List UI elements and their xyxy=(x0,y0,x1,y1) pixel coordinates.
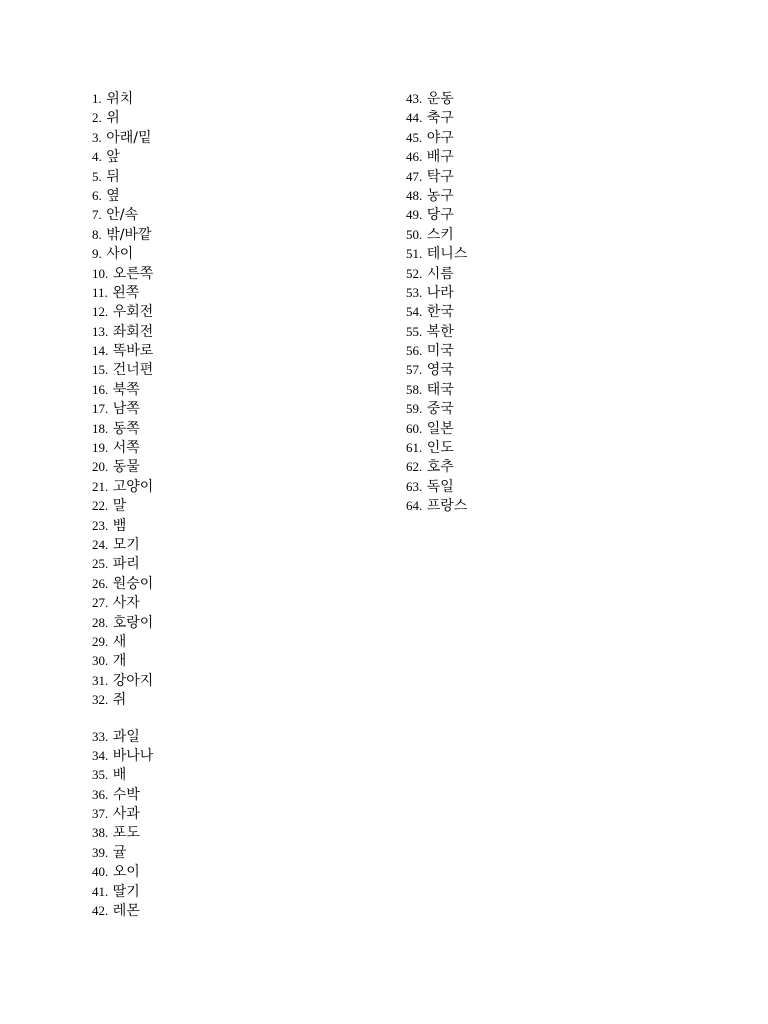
item-number: 58. xyxy=(406,381,423,397)
item-word: 뱀 xyxy=(112,517,127,534)
list-item xyxy=(92,302,153,321)
item-word: 우회전 xyxy=(112,304,154,321)
item-word: 프랑스 xyxy=(426,498,468,515)
item-word: 밖/바깥 xyxy=(106,226,152,243)
item-number: 37. xyxy=(92,806,109,822)
list-item xyxy=(92,496,153,515)
item-number: 15. xyxy=(92,362,109,378)
item-word: 건너편 xyxy=(112,362,154,379)
item-word: 과일 xyxy=(112,728,140,745)
item-word: 사자 xyxy=(112,595,140,612)
item-number: 22. xyxy=(92,498,109,514)
list-item xyxy=(92,108,153,127)
item-word: 포도 xyxy=(112,825,140,842)
list-item xyxy=(92,283,153,302)
item-number: 63. xyxy=(406,478,423,494)
item-word: 뒤 xyxy=(106,168,120,185)
vocab-list-left xyxy=(92,89,153,920)
item-number: 10. xyxy=(92,265,109,281)
list-item xyxy=(92,186,153,205)
list-item xyxy=(92,765,153,784)
list-item xyxy=(92,399,153,418)
item-word: 왼쪽 xyxy=(112,284,140,301)
item-word: 바나나 xyxy=(112,747,154,764)
item-number: 16. xyxy=(92,381,109,397)
list-item xyxy=(92,147,153,166)
item-word: 동물 xyxy=(112,459,140,476)
item-word: 탁구 xyxy=(426,168,454,185)
item-number: 45. xyxy=(406,129,423,145)
item-word: 고양이 xyxy=(112,478,154,495)
item-word: 파리 xyxy=(112,556,140,573)
item-word: 호랑이 xyxy=(112,614,154,631)
list-item xyxy=(92,823,153,842)
item-number: 41. xyxy=(92,883,109,899)
item-word: 테니스 xyxy=(426,246,468,263)
item-word: 사과 xyxy=(112,806,140,823)
item-number: 50. xyxy=(406,226,423,242)
list-item xyxy=(92,205,153,224)
item-number: 51. xyxy=(406,246,423,262)
item-number: 26. xyxy=(92,575,109,591)
item-number: 17. xyxy=(92,401,109,417)
list-item xyxy=(406,128,467,147)
item-number: 55. xyxy=(406,323,423,339)
item-number: 14. xyxy=(92,343,109,359)
list-item xyxy=(92,746,153,765)
item-number: 39. xyxy=(92,844,109,860)
list-item xyxy=(92,341,153,360)
item-word: 한국 xyxy=(426,304,454,321)
item-number: 34. xyxy=(92,747,109,763)
list-item xyxy=(406,205,467,224)
item-word: 똑바로 xyxy=(112,343,154,360)
item-number: 48. xyxy=(406,187,423,203)
item-number: 59. xyxy=(406,401,423,417)
list-item xyxy=(406,477,467,496)
item-word: 귤 xyxy=(112,844,127,861)
item-word: 옆 xyxy=(106,187,120,204)
item-number: 23. xyxy=(92,517,109,533)
item-number: 33. xyxy=(92,728,109,744)
item-number: 49. xyxy=(406,207,423,223)
item-word: 오른쪽 xyxy=(112,265,154,282)
list-item xyxy=(406,399,467,418)
item-word: 딸기 xyxy=(112,883,140,900)
list-item xyxy=(406,186,467,205)
item-number: 28. xyxy=(92,614,109,630)
list-item xyxy=(92,360,153,379)
item-number: 61. xyxy=(406,440,423,456)
list-item xyxy=(92,264,153,283)
list-item xyxy=(406,147,467,166)
item-number: 57. xyxy=(406,362,423,378)
item-number: 13. xyxy=(92,323,109,339)
item-number: 29. xyxy=(92,633,109,649)
item-word: 미국 xyxy=(426,343,454,360)
item-word: 모기 xyxy=(112,536,140,553)
item-word: 운동 xyxy=(426,91,454,107)
item-number: 20. xyxy=(92,459,109,475)
list-item xyxy=(406,89,467,108)
list-item xyxy=(406,244,467,263)
list-item xyxy=(406,457,467,476)
list-item xyxy=(92,89,153,108)
list-item xyxy=(92,225,153,244)
list-item xyxy=(92,380,153,399)
item-number: 64. xyxy=(406,498,423,514)
item-number: 3. xyxy=(92,129,102,145)
item-number: 21. xyxy=(92,478,109,494)
item-word: 태국 xyxy=(426,381,454,398)
item-number: 30. xyxy=(92,653,109,669)
item-word: 동쪽 xyxy=(112,420,140,437)
list-item xyxy=(92,535,153,554)
item-number: 6. xyxy=(92,187,102,203)
list-item xyxy=(92,322,153,341)
item-word: 위 xyxy=(106,110,120,127)
list-item xyxy=(406,360,467,379)
item-word: 오이 xyxy=(112,864,140,881)
list-item xyxy=(92,613,153,632)
item-number: 43. xyxy=(406,91,423,106)
item-word: 아래/밑 xyxy=(106,129,152,146)
list-item xyxy=(406,108,467,127)
item-word: 일본 xyxy=(426,420,454,437)
item-word: 중국 xyxy=(426,401,454,418)
item-word: 영국 xyxy=(426,362,454,379)
item-number: 27. xyxy=(92,595,109,611)
item-word: 독일 xyxy=(426,478,454,495)
list-item xyxy=(92,516,153,535)
item-number: 53. xyxy=(406,284,423,300)
item-number: 2. xyxy=(92,110,102,126)
list-item xyxy=(92,438,153,457)
list-item xyxy=(92,690,153,709)
item-word: 서쪽 xyxy=(112,440,140,457)
item-number: 12. xyxy=(92,304,109,320)
item-word: 축구 xyxy=(426,110,454,127)
list-item xyxy=(406,438,467,457)
item-word: 스키 xyxy=(426,226,454,243)
item-word: 시름 xyxy=(426,265,454,282)
item-word: 남쪽 xyxy=(112,401,140,418)
vocab-list-right xyxy=(406,89,467,516)
list-item xyxy=(406,283,467,302)
item-word: 북쪽 xyxy=(112,381,140,398)
list-item xyxy=(406,264,467,283)
item-number: 46. xyxy=(406,149,423,165)
list-item xyxy=(406,322,467,341)
item-word: 당구 xyxy=(426,207,454,224)
item-word: 새 xyxy=(112,633,127,650)
list-item xyxy=(92,632,153,651)
list-item xyxy=(92,882,153,901)
item-number: 19. xyxy=(92,440,109,456)
list-item xyxy=(92,901,153,920)
item-number: 40. xyxy=(92,864,109,880)
item-number: 25. xyxy=(92,556,109,572)
item-number: 60. xyxy=(406,420,423,436)
item-number: 52. xyxy=(406,265,423,281)
item-number: 7. xyxy=(92,207,102,223)
list-item xyxy=(406,302,467,321)
item-number: 4. xyxy=(92,149,102,165)
list-item xyxy=(92,419,153,438)
list-item xyxy=(92,593,153,612)
item-word: 개 xyxy=(112,653,127,670)
list-item xyxy=(406,380,467,399)
item-number: 44. xyxy=(406,110,423,126)
item-word: 좌회전 xyxy=(112,323,154,340)
item-number: 18. xyxy=(92,420,109,436)
item-number: 1. xyxy=(92,91,102,106)
item-number: 31. xyxy=(92,672,109,688)
list-item xyxy=(92,477,153,496)
list-item xyxy=(92,651,153,670)
item-number: 8. xyxy=(92,226,102,242)
list-item xyxy=(406,225,467,244)
item-word: 나라 xyxy=(426,284,454,301)
item-word: 쥐 xyxy=(112,692,127,709)
item-word: 수박 xyxy=(112,786,140,803)
list-item xyxy=(92,167,153,186)
item-word: 앞 xyxy=(106,149,120,166)
list-item xyxy=(92,804,153,823)
list-item xyxy=(406,419,467,438)
item-word: 배 xyxy=(112,767,127,784)
item-number: 5. xyxy=(92,168,102,184)
section-spacer xyxy=(92,710,153,727)
list-item xyxy=(92,554,153,573)
item-word: 안/속 xyxy=(106,207,138,224)
item-word: 강아지 xyxy=(112,672,154,689)
item-word: 배구 xyxy=(426,149,454,166)
item-number: 32. xyxy=(92,692,109,708)
list-item xyxy=(406,167,467,186)
list-item xyxy=(92,671,153,690)
item-number: 38. xyxy=(92,825,109,841)
item-number: 9. xyxy=(92,246,102,262)
item-number: 42. xyxy=(92,903,109,919)
item-number: 35. xyxy=(92,767,109,783)
item-word: 농구 xyxy=(426,187,454,204)
list-item xyxy=(406,341,467,360)
item-number: 47. xyxy=(406,168,423,184)
list-item xyxy=(92,843,153,862)
item-number: 54. xyxy=(406,304,423,320)
item-number: 56. xyxy=(406,343,423,359)
list-item xyxy=(92,128,153,147)
item-number: 62. xyxy=(406,459,423,475)
item-word: 원숭이 xyxy=(112,575,154,592)
item-word: 호추 xyxy=(426,459,454,476)
list-item xyxy=(92,862,153,881)
item-word: 레몬 xyxy=(112,903,140,920)
list-item xyxy=(92,574,153,593)
item-number: 24. xyxy=(92,536,109,552)
list-item xyxy=(406,496,467,515)
item-word: 위치 xyxy=(106,91,134,107)
item-word: 야구 xyxy=(426,129,454,146)
list-item xyxy=(92,727,153,746)
item-number: 36. xyxy=(92,786,109,802)
list-item xyxy=(92,244,153,263)
list-item xyxy=(92,457,153,476)
item-word: 말 xyxy=(112,498,127,515)
list-item xyxy=(92,785,153,804)
item-word: 인도 xyxy=(426,440,454,457)
item-word: 복한 xyxy=(426,323,454,340)
item-word: 사이 xyxy=(106,246,134,263)
item-number: 11. xyxy=(92,284,108,300)
